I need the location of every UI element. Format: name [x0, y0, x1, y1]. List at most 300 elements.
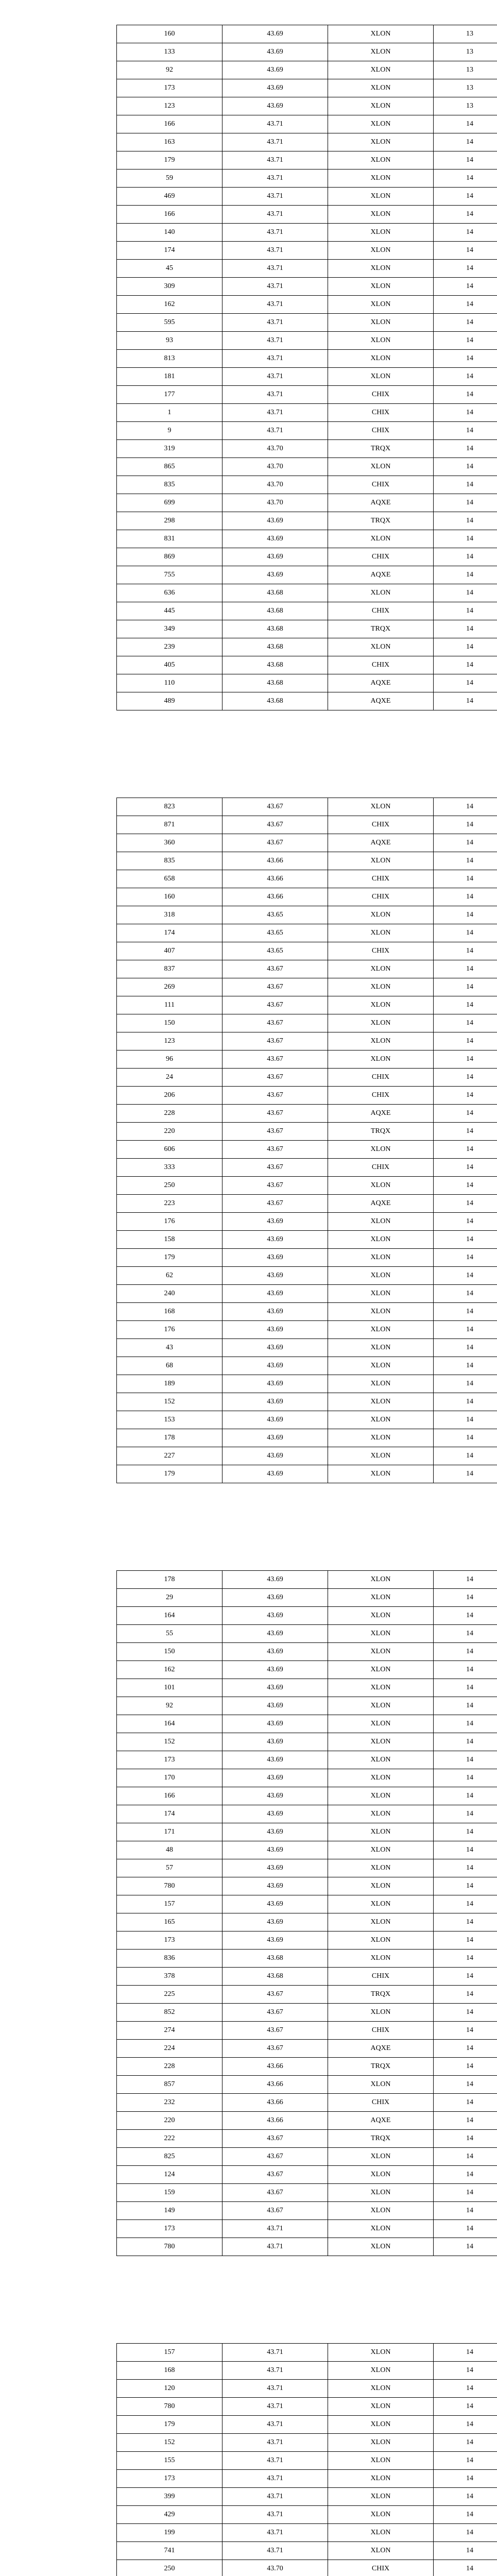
price-cell: 43.67 — [222, 978, 328, 996]
venue-cell: AQXE — [328, 692, 433, 710]
time-cell: 14 — [433, 888, 497, 906]
venue-cell: XLON — [328, 1859, 433, 1877]
time-cell: 14 — [433, 852, 497, 870]
volume-cell: 780 — [116, 2398, 222, 2415]
volume-cell: 780 — [116, 1877, 222, 1895]
table-row — [116, 530, 497, 548]
venue-cell: XLON — [328, 584, 433, 602]
time-cell: 14 — [433, 620, 497, 638]
price-cell: 43.71 — [222, 2238, 328, 2256]
volume-cell: 173 — [116, 79, 222, 97]
volume-cell: 333 — [116, 1159, 222, 1176]
table-row — [116, 458, 497, 476]
volume-cell: 24 — [116, 1069, 222, 1086]
time-cell: 14 — [433, 2112, 497, 2129]
price-cell: 43.67 — [222, 2022, 328, 2039]
table-row — [116, 924, 497, 942]
venue-cell: XLON — [328, 1141, 433, 1158]
time-cell: 14 — [433, 440, 497, 457]
venue-cell: XLON — [328, 2398, 433, 2415]
venue-cell: XLON — [328, 43, 433, 61]
volume-cell: 133 — [116, 43, 222, 61]
venue-cell: XLON — [328, 2004, 433, 2021]
price-cell: 43.71 — [222, 2416, 328, 2433]
price-cell: 43.71 — [222, 278, 328, 295]
time-cell: 14 — [433, 296, 497, 313]
table-row — [116, 1069, 497, 1087]
time-cell: 14 — [433, 1661, 497, 1679]
venue-cell: AQXE — [328, 2040, 433, 2057]
price-cell: 43.69 — [222, 1733, 328, 1751]
price-cell: 43.67 — [222, 2166, 328, 2183]
price-cell: 43.67 — [222, 1014, 328, 1032]
volume-cell: 699 — [116, 494, 222, 512]
volume-cell: 636 — [116, 584, 222, 602]
price-cell: 43.69 — [222, 1339, 328, 1357]
volume-cell: 223 — [116, 1195, 222, 1212]
time-cell: 14 — [433, 1823, 497, 1841]
time-cell: 14 — [433, 260, 497, 277]
time-cell: 14 — [433, 476, 497, 494]
price-cell: 43.71 — [222, 224, 328, 241]
table-row — [116, 1661, 497, 1679]
volume-cell: 399 — [116, 2488, 222, 2505]
time-cell: 13 — [433, 97, 497, 115]
price-cell: 43.69 — [222, 1841, 328, 1859]
venue-cell: XLON — [328, 1769, 433, 1787]
venue-cell: AQXE — [328, 1195, 433, 1212]
time-cell: 14 — [433, 1805, 497, 1823]
time-cell: 14 — [433, 602, 497, 620]
table-row — [116, 942, 497, 960]
time-cell: 14 — [433, 1375, 497, 1393]
venue-cell: XLON — [328, 1823, 433, 1841]
price-cell: 43.69 — [222, 1357, 328, 1375]
time-cell: 14 — [433, 1249, 497, 1266]
venue-cell: AQXE — [328, 834, 433, 852]
volume-cell: 43 — [116, 1339, 222, 1357]
venue-cell: CHIX — [328, 602, 433, 620]
table-row — [116, 1841, 497, 1859]
time-cell: 14 — [433, 278, 497, 295]
price-cell: 43.71 — [222, 296, 328, 313]
time-cell: 14 — [433, 2470, 497, 2487]
table-row — [116, 2130, 497, 2148]
venue-cell: TRQX — [328, 512, 433, 530]
volume-cell: 57 — [116, 1859, 222, 1877]
venue-cell: XLON — [328, 1805, 433, 1823]
table-row — [116, 25, 497, 43]
table-row — [116, 1123, 497, 1141]
volume-cell: 55 — [116, 1625, 222, 1642]
venue-cell: TRQX — [328, 2130, 433, 2147]
price-cell: 43.71 — [222, 368, 328, 385]
time-cell: 14 — [433, 2524, 497, 2541]
price-cell: 43.65 — [222, 906, 328, 924]
volume-cell: 164 — [116, 1715, 222, 1733]
table-row — [116, 602, 497, 620]
price-cell: 43.66 — [222, 870, 328, 888]
volume-cell: 111 — [116, 996, 222, 1014]
volume-cell: 232 — [116, 2094, 222, 2111]
table-row — [116, 61, 497, 79]
volume-cell: 871 — [116, 816, 222, 834]
volume-cell: 360 — [116, 834, 222, 852]
venue-cell: XLON — [328, 458, 433, 476]
table-row — [116, 1303, 497, 1321]
volume-cell: 269 — [116, 978, 222, 996]
time-cell: 14 — [433, 2344, 497, 2361]
time-cell: 14 — [433, 2488, 497, 2505]
volume-cell: 166 — [116, 206, 222, 223]
table-row — [116, 996, 497, 1014]
table-row — [116, 888, 497, 906]
time-cell: 14 — [433, 1231, 497, 1248]
venue-cell: XLON — [328, 1931, 433, 1949]
table-row — [116, 206, 497, 224]
table-row — [116, 1465, 497, 1483]
venue-cell: XLON — [328, 2416, 433, 2433]
venue-cell: XLON — [328, 242, 433, 259]
time-cell: 14 — [433, 1950, 497, 1967]
price-cell: 43.65 — [222, 942, 328, 960]
price-cell: 43.71 — [222, 2524, 328, 2541]
time-cell: 14 — [433, 2094, 497, 2111]
table-row — [116, 906, 497, 924]
price-cell: 43.67 — [222, 798, 328, 816]
table-row — [116, 1643, 497, 1661]
price-cell: 43.67 — [222, 1986, 328, 2003]
time-cell: 14 — [433, 350, 497, 367]
price-cell: 43.71 — [222, 2434, 328, 2451]
volume-cell: 162 — [116, 1661, 222, 1679]
price-cell: 43.71 — [222, 386, 328, 403]
volume-cell: 595 — [116, 314, 222, 331]
table-row — [116, 43, 497, 61]
table-row — [116, 224, 497, 242]
price-cell: 43.70 — [222, 440, 328, 457]
table-row — [116, 1589, 497, 1607]
time-cell: 13 — [433, 43, 497, 61]
volume-cell: 48 — [116, 1841, 222, 1859]
price-cell: 43.69 — [222, 1643, 328, 1660]
time-cell: 14 — [433, 1285, 497, 1302]
price-cell: 43.66 — [222, 888, 328, 906]
table-row — [116, 1321, 497, 1339]
volume-cell: 755 — [116, 566, 222, 584]
volume-cell: 68 — [116, 1357, 222, 1375]
volume-cell: 250 — [116, 1177, 222, 1194]
time-cell: 14 — [433, 1859, 497, 1877]
volume-cell: 178 — [116, 1429, 222, 1447]
time-cell: 14 — [433, 1411, 497, 1429]
price-cell: 43.68 — [222, 1950, 328, 1967]
price-cell: 43.71 — [222, 2470, 328, 2487]
volume-cell: 173 — [116, 1931, 222, 1949]
volume-cell: 178 — [116, 1571, 222, 1588]
price-cell: 43.68 — [222, 674, 328, 692]
table-row — [116, 2238, 497, 2256]
venue-cell: XLON — [328, 1321, 433, 1338]
price-cell: 43.67 — [222, 1195, 328, 1212]
table-row — [116, 1859, 497, 1877]
time-cell: 14 — [433, 1769, 497, 1787]
table-row — [116, 1411, 497, 1429]
price-cell: 43.67 — [222, 1050, 328, 1068]
price-cell: 43.71 — [222, 2380, 328, 2397]
table-row — [116, 2452, 497, 2470]
volume-cell: 45 — [116, 260, 222, 277]
venue-cell: TRQX — [328, 620, 433, 638]
table-row — [116, 2022, 497, 2040]
price-cell: 43.67 — [222, 834, 328, 852]
venue-cell: XLON — [328, 1679, 433, 1697]
venue-cell: CHIX — [328, 2022, 433, 2039]
venue-cell: XLON — [328, 924, 433, 942]
price-cell: 43.69 — [222, 530, 328, 548]
time-cell: 14 — [433, 1931, 497, 1949]
time-cell: 14 — [433, 692, 497, 710]
time-cell: 14 — [433, 2022, 497, 2039]
time-cell: 14 — [433, 151, 497, 169]
price-cell: 43.69 — [222, 1625, 328, 1642]
table-row — [116, 1249, 497, 1267]
table-row — [116, 2220, 497, 2238]
time-cell: 14 — [433, 978, 497, 996]
volume-cell: 228 — [116, 2058, 222, 2075]
price-cell: 43.71 — [222, 206, 328, 223]
table-row — [116, 816, 497, 834]
venue-cell: XLON — [328, 1177, 433, 1194]
volume-cell: 179 — [116, 151, 222, 169]
venue-cell: XLON — [328, 2238, 433, 2256]
price-cell: 43.70 — [222, 494, 328, 512]
volume-cell: 189 — [116, 1375, 222, 1393]
price-cell: 43.69 — [222, 1411, 328, 1429]
volume-cell: 160 — [116, 25, 222, 43]
venue-cell: XLON — [328, 1571, 433, 1588]
volume-cell: 155 — [116, 2452, 222, 2469]
volume-cell: 378 — [116, 1968, 222, 1985]
venue-cell: XLON — [328, 1393, 433, 1411]
volume-cell: 173 — [116, 1751, 222, 1769]
volume-cell: 158 — [116, 1231, 222, 1248]
volume-cell: 152 — [116, 1733, 222, 1751]
table-row — [116, 2166, 497, 2184]
volume-cell: 149 — [116, 2202, 222, 2219]
venue-cell: XLON — [328, 1895, 433, 1913]
volume-cell: 168 — [116, 2362, 222, 2379]
venue-cell: XLON — [328, 97, 433, 115]
price-cell: 43.71 — [222, 2220, 328, 2238]
table-row — [116, 1913, 497, 1931]
time-cell: 14 — [433, 2220, 497, 2238]
table-row — [116, 1733, 497, 1751]
table-row — [116, 1267, 497, 1285]
table-row — [116, 870, 497, 888]
price-cell: 43.66 — [222, 2058, 328, 2075]
volume-cell: 9 — [116, 422, 222, 439]
volume-cell: 309 — [116, 278, 222, 295]
volume-cell: 823 — [116, 798, 222, 816]
time-cell: 14 — [433, 386, 497, 403]
time-cell: 14 — [433, 115, 497, 133]
time-cell: 14 — [433, 2560, 497, 2576]
venue-cell: XLON — [328, 260, 433, 277]
venue-cell: CHIX — [328, 404, 433, 421]
time-cell: 14 — [433, 1069, 497, 1086]
table-row — [116, 2094, 497, 2112]
volume-cell: 123 — [116, 1032, 222, 1050]
venue-cell: XLON — [328, 115, 433, 133]
table-row — [116, 1931, 497, 1950]
volume-cell: 206 — [116, 1087, 222, 1104]
table-row — [116, 2112, 497, 2130]
price-cell: 43.67 — [222, 2004, 328, 2021]
table-row — [116, 404, 497, 422]
price-cell: 43.71 — [222, 170, 328, 187]
volume-cell: 93 — [116, 332, 222, 349]
table-row — [116, 1014, 497, 1032]
table-row — [116, 2560, 497, 2576]
volume-cell: 835 — [116, 476, 222, 494]
venue-cell: XLON — [328, 1625, 433, 1642]
venue-cell: XLON — [328, 1751, 433, 1769]
volume-cell: 318 — [116, 906, 222, 924]
volume-cell: 179 — [116, 1249, 222, 1266]
volume-cell: 123 — [116, 97, 222, 115]
table-row — [116, 1715, 497, 1733]
venue-cell: XLON — [328, 1213, 433, 1230]
volume-cell: 831 — [116, 530, 222, 548]
venue-cell: XLON — [328, 1014, 433, 1032]
table-row — [116, 1285, 497, 1303]
volume-cell: 224 — [116, 2040, 222, 2057]
price-cell: 43.69 — [222, 1877, 328, 1895]
time-cell: 14 — [433, 566, 497, 584]
venue-cell: XLON — [328, 960, 433, 978]
venue-cell: XLON — [328, 133, 433, 151]
volume-cell: 160 — [116, 888, 222, 906]
volume-cell: 222 — [116, 2130, 222, 2147]
time-cell: 14 — [433, 2542, 497, 2560]
table-row — [116, 2362, 497, 2380]
price-cell: 43.67 — [222, 2202, 328, 2219]
time-cell: 14 — [433, 942, 497, 960]
price-cell: 43.69 — [222, 1931, 328, 1949]
volume-cell: 165 — [116, 1913, 222, 1931]
price-cell: 43.69 — [222, 1375, 328, 1393]
table-row — [116, 494, 497, 512]
venue-cell: XLON — [328, 2380, 433, 2397]
table-row — [116, 512, 497, 530]
price-cell: 43.71 — [222, 404, 328, 421]
table-row — [116, 1393, 497, 1411]
table-row — [116, 834, 497, 852]
table-row — [116, 2344, 497, 2362]
time-cell: 14 — [433, 1679, 497, 1697]
venue-cell: XLON — [328, 1715, 433, 1733]
table-row — [116, 1357, 497, 1375]
volume-cell: 835 — [116, 852, 222, 870]
time-cell: 14 — [433, 924, 497, 942]
volume-cell: 176 — [116, 1321, 222, 1338]
volume-cell: 250 — [116, 2560, 222, 2576]
price-cell: 43.71 — [222, 2452, 328, 2469]
volume-cell: 177 — [116, 386, 222, 403]
time-cell: 14 — [433, 834, 497, 852]
table-row — [116, 1950, 497, 1968]
time-cell: 14 — [433, 1571, 497, 1588]
time-cell: 14 — [433, 2362, 497, 2379]
table-row — [116, 1787, 497, 1805]
time-cell: 14 — [433, 368, 497, 385]
volume-cell: 1 — [116, 404, 222, 421]
trade-table-3 — [116, 1570, 497, 2256]
venue-cell: CHIX — [328, 476, 433, 494]
table-row — [116, 798, 497, 816]
price-cell: 43.69 — [222, 1571, 328, 1588]
table-row — [116, 2488, 497, 2506]
volume-cell: 606 — [116, 1141, 222, 1158]
time-cell: 14 — [433, 1787, 497, 1805]
time-cell: 14 — [433, 1429, 497, 1447]
volume-cell: 445 — [116, 602, 222, 620]
price-cell: 43.67 — [222, 960, 328, 978]
price-cell: 43.69 — [222, 1231, 328, 1248]
table-row — [116, 1751, 497, 1769]
price-cell: 43.69 — [222, 1697, 328, 1715]
venue-cell: XLON — [328, 906, 433, 924]
table-row — [116, 368, 497, 386]
time-cell: 14 — [433, 2040, 497, 2057]
price-cell: 43.69 — [222, 1679, 328, 1697]
table-row — [116, 1141, 497, 1159]
table-row — [116, 548, 497, 566]
price-cell: 43.67 — [222, 2130, 328, 2147]
venue-cell: TRQX — [328, 2058, 433, 2075]
price-cell: 43.71 — [222, 2506, 328, 2523]
price-cell: 43.71 — [222, 2542, 328, 2560]
price-cell: 43.68 — [222, 584, 328, 602]
time-cell: 14 — [433, 1625, 497, 1642]
venue-cell: XLON — [328, 332, 433, 349]
price-cell: 43.68 — [222, 1968, 328, 1985]
price-cell: 43.69 — [222, 1823, 328, 1841]
venue-cell: XLON — [328, 1841, 433, 1859]
volume-cell: 857 — [116, 2076, 222, 2093]
table-row — [116, 151, 497, 170]
venue-cell: XLON — [328, 996, 433, 1014]
venue-cell: CHIX — [328, 2560, 433, 2576]
volume-cell: 153 — [116, 1411, 222, 1429]
trade-table-2 — [116, 798, 497, 1483]
volume-cell: 407 — [116, 942, 222, 960]
time-cell: 14 — [433, 906, 497, 924]
table-row — [116, 2058, 497, 2076]
time-cell: 14 — [433, 314, 497, 331]
price-cell: 43.69 — [222, 1303, 328, 1320]
volume-cell: 173 — [116, 2470, 222, 2487]
table-row — [116, 1231, 497, 1249]
time-cell: 14 — [433, 1321, 497, 1338]
price-cell: 43.71 — [222, 2344, 328, 2361]
table-row — [116, 260, 497, 278]
volume-cell: 274 — [116, 2022, 222, 2039]
venue-cell: XLON — [328, 2470, 433, 2487]
table-row — [116, 1625, 497, 1643]
volume-cell: 813 — [116, 350, 222, 367]
